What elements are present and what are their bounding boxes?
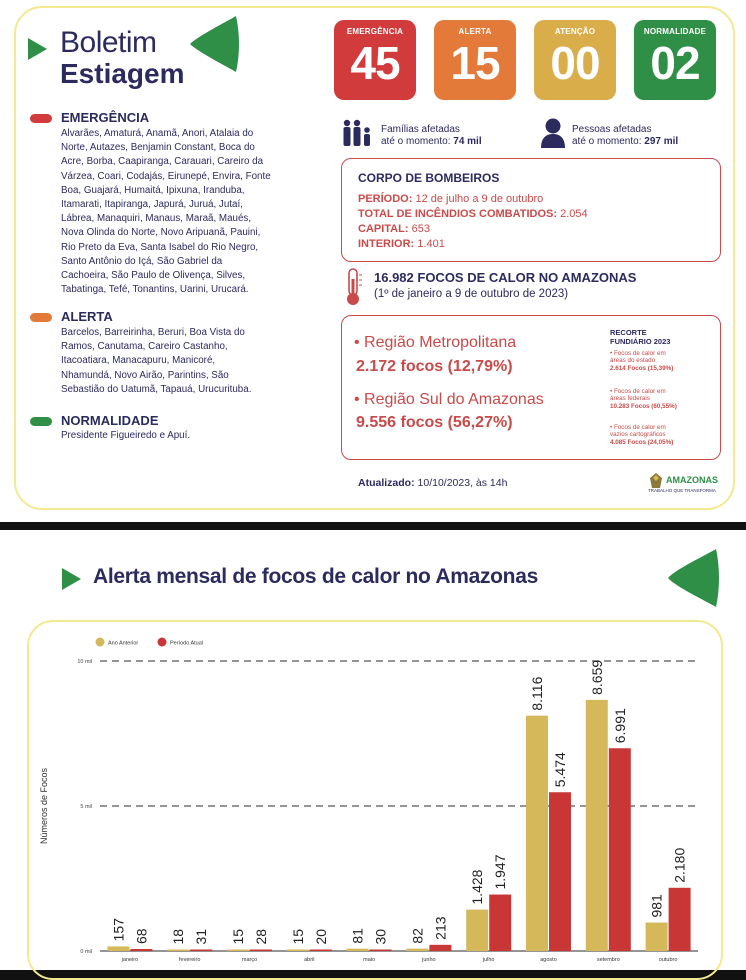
y-axis-label: Números de Focos — [39, 767, 49, 845]
x-tick-label: abril — [304, 957, 315, 963]
legend-label: Ano Anterior — [108, 640, 139, 647]
x-tick-label: junho — [422, 957, 436, 963]
atualizado-text: Atualizado: 10/10/2023, às 14h — [358, 477, 508, 489]
regiao-sul-value: 9.556 focos (56,27%) — [356, 414, 513, 431]
title-line2: Estiagem — [60, 58, 185, 89]
data-label: 28 — [253, 928, 269, 945]
data-label: 6.991 — [611, 708, 628, 744]
bar — [347, 949, 369, 951]
legend-marker — [158, 638, 167, 647]
x-tick-label: julho — [482, 957, 495, 963]
bar-chart — [30, 625, 720, 970]
normalidade-list: Presidente Figueiredo e Apuí. — [61, 430, 191, 441]
bar — [406, 949, 428, 951]
x-tick-label: outubro — [658, 957, 678, 963]
alerta-list: Barcelos, Barreirinha, Beruri, Boa Vista do Ramos, Canutama, Careiro Castanho, Itacoatiara, Manacapuru, Manicoré, Nhamundá, Novo Airão, Parintins, São Sebastião do Uatumã, Tapauá, Urucurituba. — [61, 327, 252, 395]
data-label: 213 — [432, 916, 449, 940]
bar — [466, 910, 488, 951]
stat-value: 02 — [650, 37, 700, 89]
regioes-box — [341, 315, 721, 460]
x-tick-label: fevereiro — [178, 957, 201, 963]
data-label: 5.474 — [552, 752, 568, 788]
bar — [190, 950, 212, 952]
leaf-left-icon — [186, 14, 240, 74]
bar — [250, 950, 272, 952]
thermometer-icon — [342, 267, 364, 307]
bar — [167, 950, 189, 952]
bar — [130, 949, 152, 951]
arrow-right-icon — [28, 38, 47, 60]
bar — [609, 748, 631, 951]
regiao-metropolitana-name: • Região Metropolitana — [354, 334, 517, 351]
x-tick-label: setembro — [596, 957, 620, 963]
recorte-estado: • Focos de calor em áreas do estado 2.614 Focos (15,39%) — [610, 350, 674, 372]
data-label: 981 — [648, 894, 665, 918]
leaf-left-icon — [664, 547, 720, 609]
bar — [549, 792, 571, 951]
data-label: 1.947 — [492, 854, 509, 890]
bar — [526, 716, 548, 951]
stat-atencao — [534, 20, 616, 100]
bombeiros-capital: CAPITAL: 653 — [358, 223, 430, 235]
pessoas-afetadas: Pessoas afetadas até o momento: 297 mil — [572, 124, 679, 147]
data-label: 157 — [110, 918, 127, 942]
chart-title: Alerta mensal de focos de calor no Amazonas — [93, 565, 538, 588]
x-tick-label: março — [241, 957, 258, 963]
bar — [227, 950, 249, 952]
x-tick-label: maio — [363, 957, 376, 963]
bar — [287, 950, 309, 952]
data-label: 1.428 — [469, 869, 486, 905]
data-label: 18 — [170, 928, 187, 945]
stat-emergencia — [334, 20, 416, 100]
stat-label: ATENÇÃO — [554, 27, 596, 36]
x-tick-label: agosto — [540, 957, 557, 963]
stat-normalidade — [634, 20, 716, 100]
data-label: 15 — [289, 928, 306, 945]
emergencia-pill-icon — [30, 114, 52, 123]
regiao-sul-name: • Região Sul do Amazonas — [354, 391, 544, 408]
title-line1: Boletim — [60, 26, 157, 59]
emergencia-title: EMERGÊNCIA — [61, 110, 150, 125]
data-label: 31 — [193, 928, 210, 945]
bar — [429, 945, 451, 951]
emergencia-list: Alvarães, Amaturá, Anamã, Anori, Atalaia do Norte, Autazes, Benjamin Constant, Boca do Acre, Borba, Caapiranga, Carauari, Careiro da Várzea, Coari, Codajás, Eirunepé, Envira, Fonte Boa, Guajará, Humaitá, Ipixuna, Iranduba, Itamarati, Itapiranga, Japurá, Juruá, Jutaí, Lábrea, Manaquiri, Manaus, Maraã, Maués, Nova Olinda do Norte, Novo Aripuanã, Pauini, Rio Preto da Eva, Santa Isabel do Rio Negro, Santo Antônio do Içá, São Gabriel da Cachoeira, São Paulo de Olivença, Silves, Tabatinga, Tefé, Tonantins, Uarini, Urucará. — [61, 128, 271, 296]
data-label: 68 — [133, 928, 150, 945]
stat-value: 15 — [450, 37, 500, 89]
bar — [646, 923, 668, 951]
alerta-title: ALERTA — [61, 309, 113, 324]
recorte-vazios: • Focos de calor em vazios cartográficos 4.085 Focos (24,05%) — [610, 424, 674, 446]
bombeiros-periodo: PERÍODO: 12 de julho a 9 de outubro — [358, 193, 544, 205]
bombeiros-interior: INTERIOR: 1.401 — [358, 238, 445, 250]
stat-label: ALERTA — [458, 27, 492, 36]
focos-subtitle: (1º de janeiro a 9 de outubro de 2023) — [374, 288, 569, 300]
data-label: 30 — [372, 928, 389, 945]
bar — [107, 946, 129, 951]
arrow-right-icon — [62, 568, 81, 590]
x-tick-label: janeiro — [121, 957, 139, 963]
alerta-pill-icon — [30, 313, 52, 322]
y-tick-label: 5 mil — [80, 804, 92, 810]
bombeiros-box — [341, 158, 721, 262]
familias-afetadas: Famílias afetadas até o momento: 74 mil — [381, 124, 482, 147]
person-icon — [540, 118, 566, 148]
stat-value: 45 — [350, 37, 400, 89]
normalidade-pill-icon — [30, 417, 52, 426]
data-label: 8.116 — [529, 676, 545, 711]
bar — [669, 888, 691, 951]
data-label: 15 — [230, 928, 246, 945]
y-tick-label: 10 mil — [77, 659, 92, 665]
bar — [310, 950, 332, 952]
data-label: 82 — [409, 928, 426, 944]
stat-alerta — [434, 20, 516, 100]
recorte-federais: • Focos de calor em áreas federais 10.283 Focos (60,55%) — [610, 388, 677, 410]
y-tick-label: 0 mil — [80, 949, 92, 955]
recorte-title: RECORTE FUNDIÁRIO 2023 — [610, 328, 671, 346]
normalidade-title: NORMALIDADE — [61, 413, 159, 428]
bar — [370, 950, 392, 952]
data-label: 20 — [312, 928, 329, 945]
regiao-metropolitana-value: 2.172 focos (12,79%) — [356, 358, 513, 375]
family-icon — [342, 119, 372, 147]
bar — [586, 700, 608, 951]
bar — [489, 895, 511, 951]
logo-name: AMAZONAS — [666, 475, 718, 485]
stat-label: NORMALIDADE — [643, 27, 707, 36]
data-label: 8.659 — [588, 659, 605, 695]
focos-title: 16.982 FOCOS DE CALOR NO AMAZONAS — [374, 270, 637, 285]
stat-label: EMERGÊNCIA — [346, 27, 404, 36]
stat-value: 00 — [550, 37, 600, 89]
legend-label: Período Atual — [170, 640, 204, 647]
data-label: 81 — [349, 928, 366, 944]
legend-marker — [96, 638, 105, 647]
bombeiros-title: CORPO DE BOMBEIROS — [358, 171, 500, 185]
data-label: 2.180 — [671, 847, 688, 883]
logo-tagline: TRABALHO QUE TRANSFORMA — [648, 488, 716, 493]
bombeiros-total: TOTAL DE INCÊNDIOS COMBATIDOS: 2.054 — [358, 208, 588, 220]
